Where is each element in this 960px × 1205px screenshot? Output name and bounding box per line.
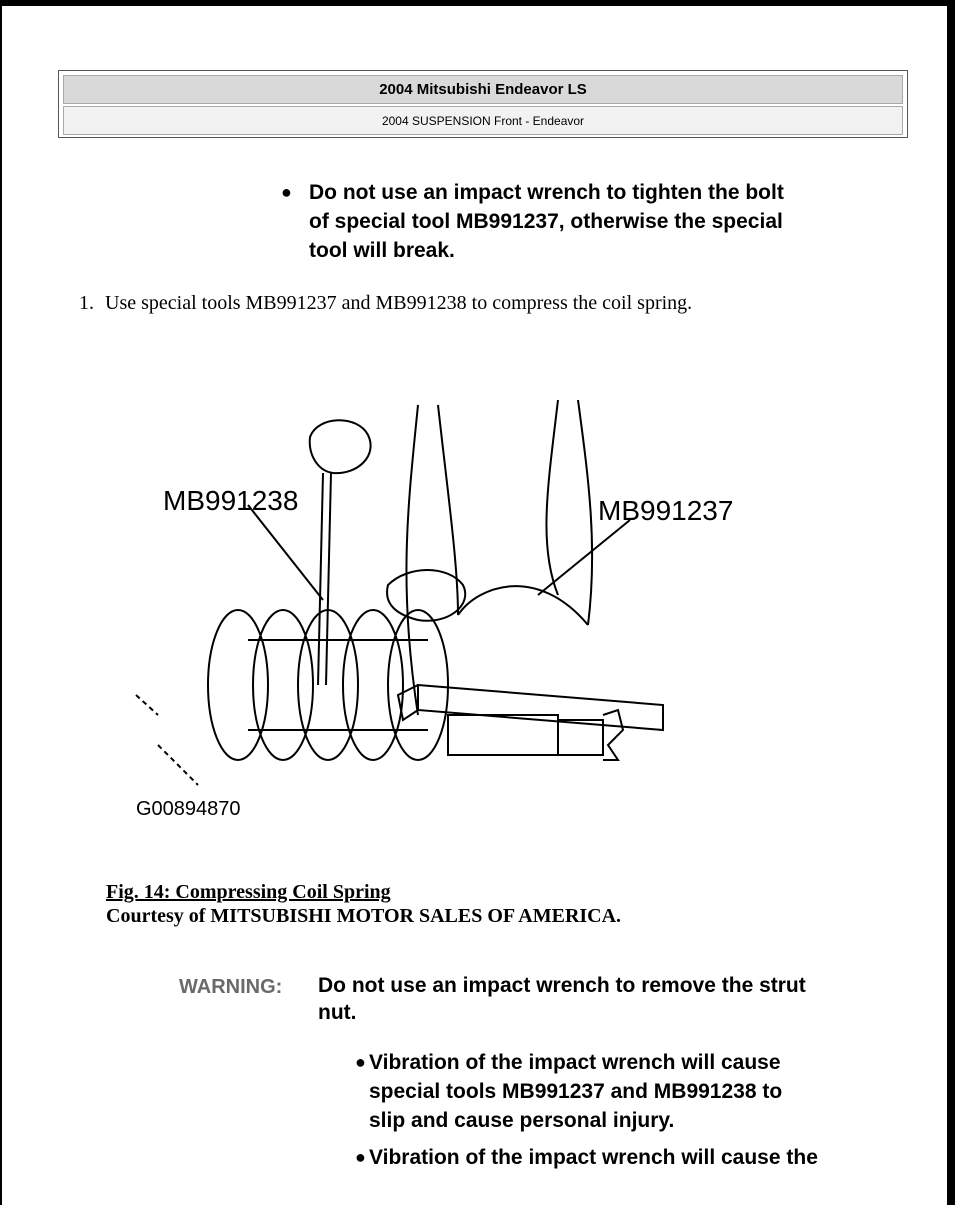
figure-caption-title: Fig. 14: Compressing Coil Spring — [106, 881, 391, 903]
caution-bullet — [281, 178, 901, 265]
figure-label-right: MB991237 — [598, 495, 734, 526]
figure-caption-courtesy: Courtesy of MITSUBISHI MOTOR SALES OF AMERICA. — [106, 905, 622, 927]
bullet-dot: ● — [281, 182, 292, 202]
caution-line: of special tool MB991237, otherwise the special — [309, 210, 783, 233]
bullet-dot: ● — [355, 1147, 366, 1167]
caution-line: tool will break. — [309, 239, 455, 262]
document-header — [58, 70, 908, 138]
warning-bullet-line: slip and cause personal injury. — [369, 1109, 675, 1132]
warning-line: nut. — [318, 1001, 357, 1024]
warning-bullet-line: Vibration of the impact wrench will cause — [369, 1051, 781, 1074]
header-subtitle: 2004 SUSPENSION Front - Endeavor — [63, 106, 903, 135]
header-title: 2004 Mitsubishi Endeavor LS — [63, 75, 903, 104]
step-text: Use special tools MB991237 and MB991238 to compress the coil spring. — [105, 292, 693, 314]
bullet-dot: ● — [355, 1052, 366, 1072]
warning-bullet-line: special tools MB991237 and MB991238 to — [369, 1080, 783, 1103]
warning-text — [318, 972, 898, 1026]
warning-bullet — [355, 1048, 915, 1135]
caution-line: Do not use an impact wrench to tighten the bolt — [309, 181, 784, 204]
warning-label: WARNING: — [179, 976, 283, 998]
warning-bullet-line: Vibration of the impact wrench will cause the — [369, 1146, 818, 1169]
warning-line: Do not use an impact wrench to remove the strut — [318, 974, 806, 997]
warning-bullet — [355, 1143, 915, 1172]
figure-label-left: MB991238 — [163, 485, 299, 516]
coil-spring-compression-figure — [118, 385, 758, 825]
figure-caption — [106, 880, 621, 928]
left-border — [0, 0, 2, 1205]
top-border — [0, 0, 955, 6]
step-number: 1. — [79, 292, 94, 314]
figure-id: G00894870 — [136, 798, 241, 820]
